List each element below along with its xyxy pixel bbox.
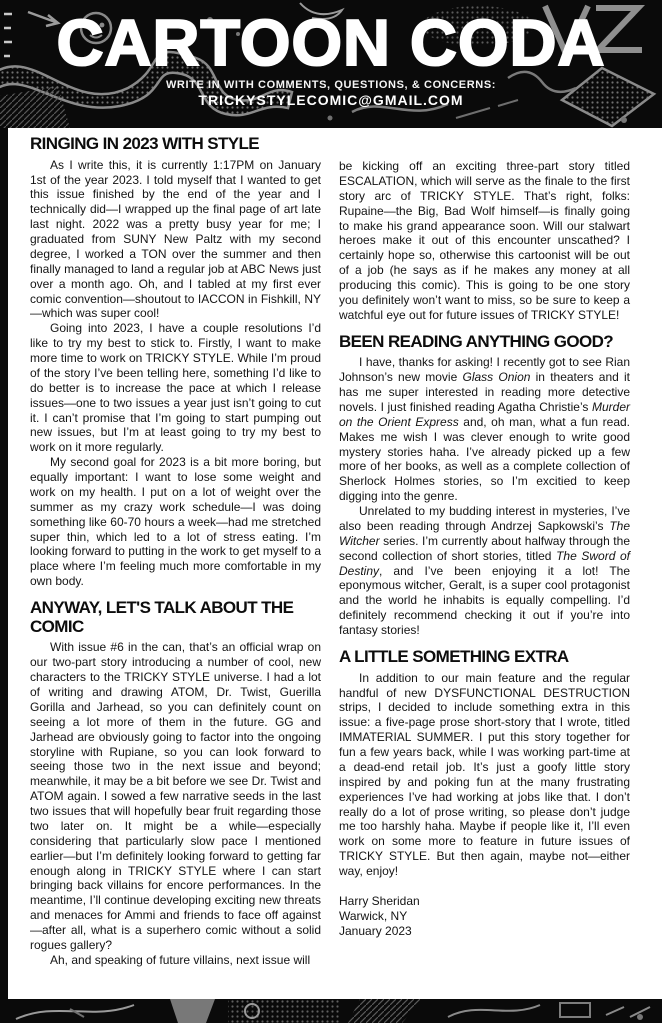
page-title: CARTOON CODA — [56, 6, 606, 79]
paragraph — [339, 504, 630, 638]
text-run: With issue #6 in the can, that’s an official wrap on our two-part story introducing a number of cool, new characters to the TRICKY STYLE universe. I had a lot of writing and drawing ATOM, Dr. Twist, Guerilla Gorilla and Jarhead, so you can definitely count on seeing a lot more of them in the future. GG and Jarhead are obviously going to factor into the ongoing storyline with Rupiane, so you can look forward to seeing those two in the next issue and beyond; meanwhile, it may be a bit before we see Dr. Twist and ATOM again. I sowed a few narrative seeds in the last two issues that will hopefully bear fruit regarding those two later on. It might be a while—especially considering that particularly slow pace I mentioned earlier—but I’m definitely looking forward to getting far enough along in TRICKY STYLE where I can start bringing back villains for encore performances. In the meantime, I’ll continue developing exciting new threats and menaces for Ammi and friends to face off against—after all, what is a superhero comic without a solid rogues gallery? — [30, 640, 321, 952]
header-tagline: WRITE IN WITH COMMENTS, QUESTIONS, & CONCERNS: — [165, 79, 497, 91]
text-run: Going into 2023, I have a couple resolutions I’d like to try my best to stick to. Firstly, I want to make more time to work on TRICKY STYLE. While I’m proud of the story I’ve been telling here, something I’d like to do better is to increase the pace at which I release issues—one to two issues a year just isn’t going to cut it. I can’t promise that I’m going to start pumping out new issues, but I’m at least going to try my best to work on it more regularly. — [30, 321, 321, 455]
column-left — [30, 133, 321, 968]
text-run: in theaters and it has me super interested in reading more detective novels. I just finished reading Agatha Christie’s — [339, 370, 631, 414]
text-run: As I write this, it is currently 1:17PM on January 1st of the year 2023. I told myself that I wanted to get this issue finished by the end of the year and I technically did—I wrapped up the final page of art late last night. 2022 was a pretty busy year for me; I graduated from SUNY New Paltz with my second degree, I worked a TON over the summer and then finally managed to land a regular job at ABC News just over a month ago. Oh, and I tabled at my first ever comic convention—shoutout to IACCON in Fishkill, NY—which was super cool! — [30, 157, 321, 321]
text-run: Murder on the Orient Express — [339, 399, 630, 429]
signature-line: Warwick, NY — [339, 908, 408, 923]
graffiti-bottom-art — [0, 999, 662, 1023]
paragraph — [339, 671, 630, 879]
section-heading: A LITTLE SOMETHING EXTRA — [339, 646, 569, 666]
paragraph — [30, 953, 321, 968]
section-heading: BEEN READING ANYTHING GOOD? — [339, 331, 614, 351]
text-run: be kicking off an exciting three-part story titled ESCALATION, which will serve as the finale to the first story arc of TRICKY STYLE. That’s right, folks: Rupaine—the Big, Bad Wolf himself—is finally going to make his grand appearance soon. Will our stalwart heroes make it out of this encounter unscathed? I certainly hope so, otherwise this cartoonist will be out of a job (he says as if he makes any money at all producing this comic). This is going to be one story you definitely won’t want to miss, so be sure to keep a watchful eye out for future issues of TRICKY STYLE! — [339, 159, 630, 322]
text-run: In addition to our main feature and the regular handful of new DYSFUNCTIONAL DESTRUCTION strips, I decided to include something extra in this issue: a five-page prose short-story that I wrote, titled IMMATERIAL SUMMER. I put this story together for fun a few years back, while I was working part-time at a dead-end retail job. It’s just a goofy little story inspired by and poking fun at the many frustrating experiences I’ve had working at jobs like that. I don’t really do a lot of prose writing, so please don’t judge me too harshly haha. Maybe if people like it, I’ll even work on some more to feature in future issues of TRICKY STYLE. But then again, maybe not—either way, enjoy! — [339, 670, 630, 878]
signature-line: January 2023 — [339, 923, 412, 938]
column-right — [339, 133, 630, 968]
masthead — [0, 0, 662, 128]
text-run: The Sword of Destiny — [339, 548, 630, 578]
paragraph — [339, 355, 630, 504]
text-run: and, oh man, what a fun read. Makes me wish I was clever enough to write good mystery stories haha. I’ve already picked up a few more of her books, as well as a complete collection of Sherlock Holmes stories, so I’m excitied to keep digging into the genre. — [339, 414, 631, 504]
left-border — [0, 128, 8, 1000]
text-run: Glass Onion — [462, 370, 531, 385]
signature-line: Harry Sheridan — [339, 893, 420, 908]
section-heading: ANYWAY, LET'S TALK ABOUT THE COMIC — [30, 598, 294, 636]
paragraph — [339, 159, 630, 323]
paragraph — [30, 640, 321, 952]
text-run: Ah, and speaking of future villains, next issue will — [50, 952, 311, 967]
section-heading: RINGING IN 2023 WITH STYLE — [30, 134, 260, 153]
paragraph — [30, 455, 321, 589]
bottom-border — [0, 999, 662, 1023]
text-run: I have, thanks for asking! I recently got to see Rian Johnson’s new movie — [339, 355, 630, 385]
article-content — [30, 133, 630, 968]
text-run: series. I’m currently about halfway through the second collection of short stories, titled — [339, 533, 630, 563]
header-email: TRICKYSTYLECOMIC@GMAIL.COM — [198, 92, 464, 108]
text-run: My second goal for 2023 is a bit more boring, but equally important: I want to lose some weight and work on my health. I put on a lot of weight over the summer as my crazy work schedule—I was doing something like 60-70 hours a week—had me stretched super thin, which led to a lot of stress eating. I’m looking forward to putting in the work to get myself to a place where I’m feeling much more comfortable in my own body. — [30, 455, 321, 589]
paragraph — [30, 321, 321, 455]
text-run: , and I’ve been enjoying it a lot! The eponymous witcher, Geralt, is a super cool protagonist and the world he inhabits is equally compelling. I’d definitely recommend checking it out if you’re into fantasy stories! — [339, 563, 630, 638]
text-run: The Witcher — [339, 518, 630, 548]
paragraph — [30, 158, 321, 322]
masthead-text — [0, 0, 662, 108]
text-run: Unrelated to my budding interest in mysteries, I’ve also been reading through Andrzej Sapkowski’s — [339, 504, 630, 533]
